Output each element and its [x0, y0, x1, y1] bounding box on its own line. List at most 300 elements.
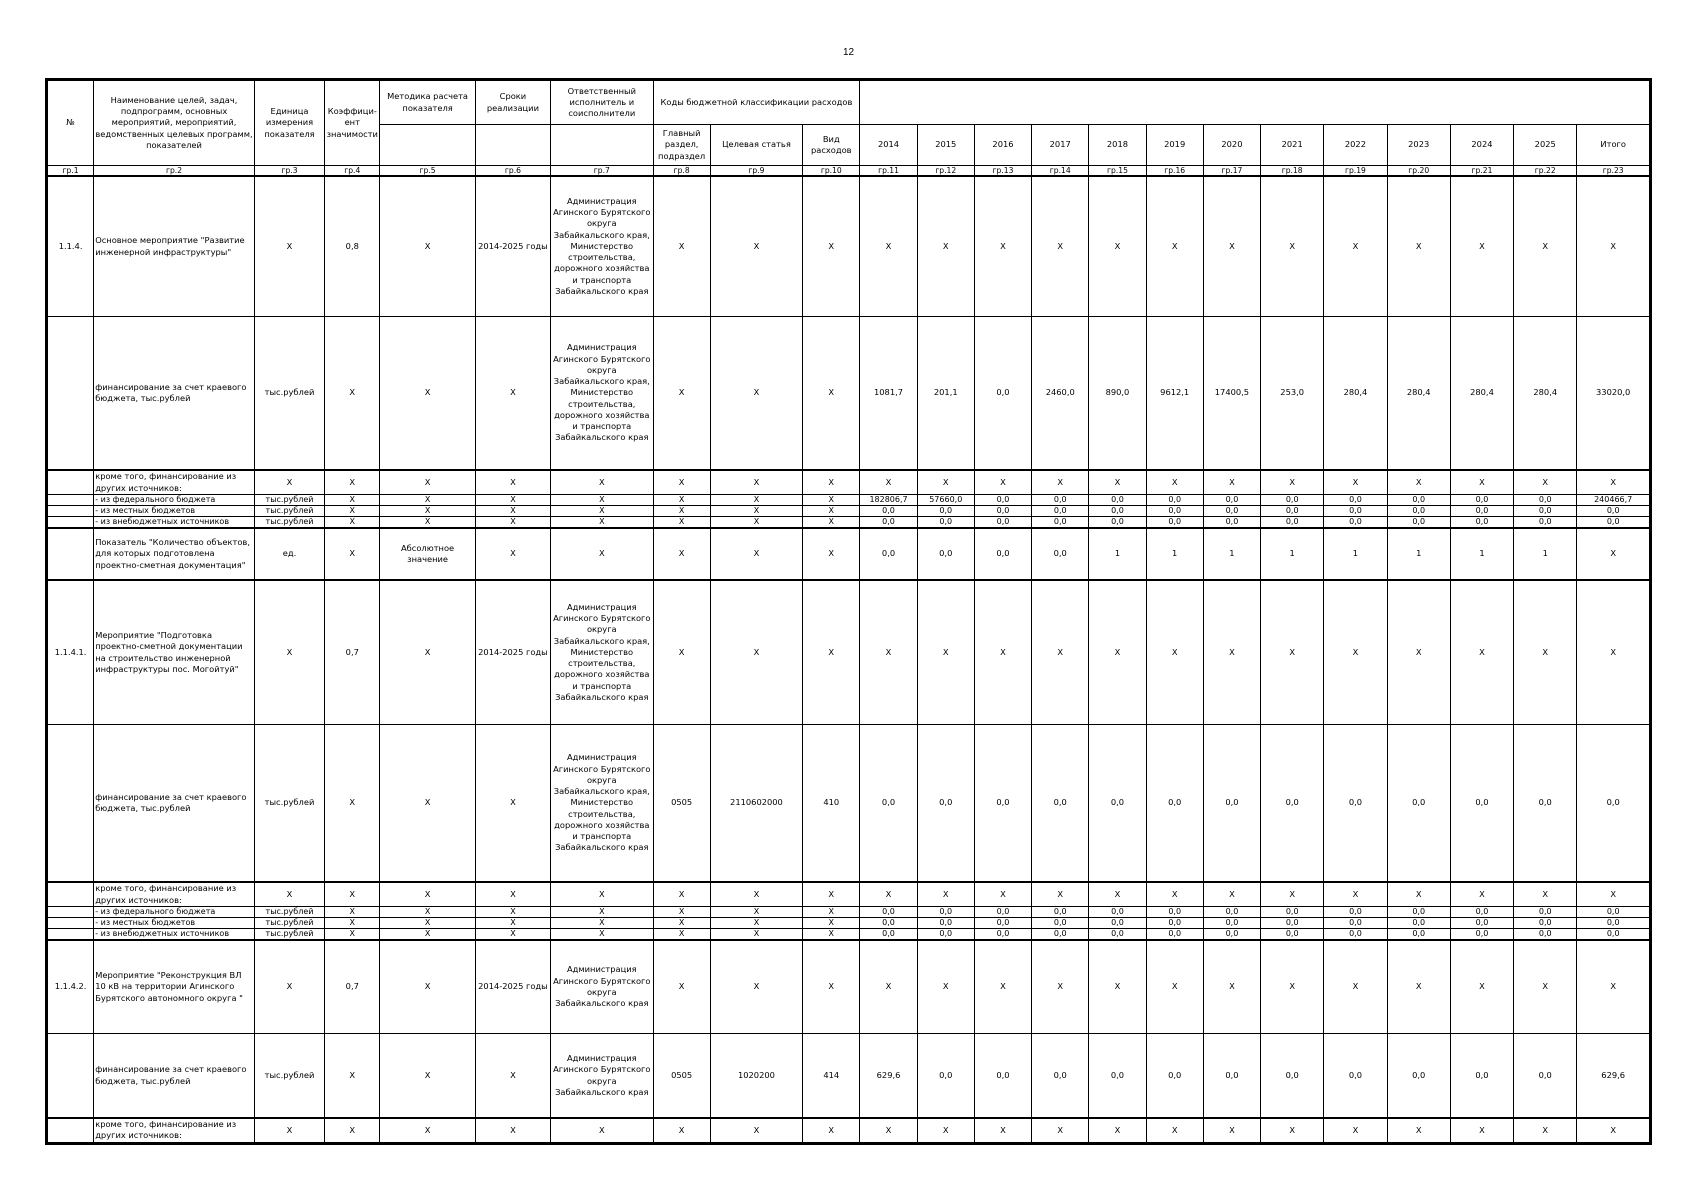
value-cell: 0,0	[1514, 725, 1577, 883]
cell: Х	[475, 470, 550, 495]
header-year: 2019	[1146, 125, 1203, 166]
cell	[48, 528, 94, 580]
cell: Х	[551, 495, 653, 506]
value-cell: 1	[1324, 528, 1387, 580]
gr-cell: гр.9	[710, 166, 802, 177]
value-cell: 0,0	[917, 907, 974, 918]
cell: Х	[710, 317, 802, 471]
cell: Х	[653, 907, 710, 918]
cell: Х	[551, 882, 653, 907]
table-row	[48, 725, 1650, 883]
value-cell: Х	[1577, 528, 1650, 580]
cell: Х	[380, 176, 475, 317]
value-cell: 0,0	[1032, 506, 1089, 517]
header-year: 2020	[1203, 125, 1260, 166]
value-cell: 0,0	[974, 506, 1031, 517]
cell: Х	[860, 940, 917, 1034]
cell: Х	[1450, 470, 1513, 495]
value-cell: 0,0	[1514, 1034, 1577, 1119]
cell: Х	[1577, 882, 1650, 907]
value-cell: 2460,0	[1032, 317, 1089, 471]
cell: Х	[803, 940, 860, 1034]
cell: Х	[1146, 1118, 1203, 1142]
cell: Х	[1450, 940, 1513, 1034]
value-cell: 182806,7	[860, 495, 917, 506]
cell: Х	[917, 580, 974, 725]
cell: Х	[1450, 1118, 1513, 1142]
value-cell: 0,0	[860, 528, 917, 580]
cell: Абсолютное значение	[380, 528, 475, 580]
value-cell: 0,0	[1032, 725, 1089, 883]
cell: Х	[1203, 1118, 1260, 1142]
cell: Х	[325, 528, 380, 580]
cell: Х	[1324, 176, 1387, 317]
value-cell: 17400,5	[1203, 317, 1260, 471]
cell: тыс.рублей	[254, 929, 324, 941]
cell	[48, 907, 94, 918]
cell: Х	[475, 506, 550, 517]
responsible-cell: Администрация Агинского Бурятского округа Забайкальского края, Министерство строительства, дорожного хозяйства и транспорта Забайкальского края	[551, 580, 653, 725]
value-cell: 0,0	[1032, 517, 1089, 529]
cell: Х	[380, 725, 475, 883]
value-cell: 0,0	[1089, 506, 1146, 517]
row-name: кроме того, финансирование из других источников:	[94, 470, 255, 495]
cell: Х	[325, 882, 380, 907]
value-cell: 0,0	[1032, 918, 1089, 929]
value-cell: 0,0	[974, 517, 1031, 529]
cell: Х	[475, 907, 550, 918]
cell: Х	[1089, 580, 1146, 725]
cell: Х	[803, 580, 860, 725]
value-cell: 0,0	[1146, 918, 1203, 929]
cell: Х	[1577, 940, 1650, 1034]
value-cell: 1	[1089, 528, 1146, 580]
cell: Х	[710, 918, 802, 929]
cell: Х	[325, 517, 380, 529]
value-cell: 0,0	[1450, 495, 1513, 506]
cell: 414	[803, 1034, 860, 1119]
value-cell: 0,0	[1577, 918, 1650, 929]
cell: Х	[325, 929, 380, 941]
cell: Х	[254, 580, 324, 725]
header-codes: Коды бюджетной классификации расходов	[653, 81, 860, 125]
value-cell: 0,0	[1089, 725, 1146, 883]
header-year: 2014	[860, 125, 917, 166]
row-number: 1.1.4.	[48, 176, 94, 317]
cell: Х	[803, 1118, 860, 1142]
cell: Х	[710, 506, 802, 517]
cell: Х	[380, 495, 475, 506]
cell	[48, 495, 94, 506]
cell: Х	[710, 929, 802, 941]
cell: ед.	[254, 528, 324, 580]
cell: Х	[1089, 470, 1146, 495]
value-cell: 0,0	[974, 918, 1031, 929]
row-name: финансирование за счет краевого бюджета, тыс.рублей	[94, 317, 255, 471]
cell: Х	[1032, 940, 1089, 1034]
cell: Х	[475, 528, 550, 580]
value-cell: 0,0	[1324, 929, 1387, 941]
cell	[48, 725, 94, 883]
cell: Х	[325, 470, 380, 495]
cell: Х	[325, 1118, 380, 1142]
cell: Х	[653, 1118, 710, 1142]
cell	[48, 506, 94, 517]
cell	[48, 918, 94, 929]
cell: Х	[1203, 176, 1260, 317]
cell: Х	[803, 495, 860, 506]
row-name: Мероприятие "Подготовка проектно-сметной документации на строительство инженерной инфраструктуры пос. Могойтуй"	[94, 580, 255, 725]
value-cell: 0,0	[1387, 929, 1450, 941]
cell: Х	[803, 506, 860, 517]
cell: Х	[475, 1034, 550, 1119]
value-cell: 0,0	[1203, 506, 1260, 517]
cell: Х	[974, 882, 1031, 907]
cell: 1020200	[710, 1034, 802, 1119]
cell: Х	[1203, 882, 1260, 907]
cell: Х	[380, 1034, 475, 1119]
cell: Х	[860, 1118, 917, 1142]
cell: Х	[1514, 882, 1577, 907]
cell: Х	[1577, 580, 1650, 725]
gr-cell: гр.16	[1146, 166, 1203, 177]
value-cell: 0,0	[917, 517, 974, 529]
cell: Х	[653, 495, 710, 506]
value-cell: 0,0	[1450, 1034, 1513, 1119]
cell: Х	[917, 1118, 974, 1142]
value-cell: 0,0	[1514, 918, 1577, 929]
cell	[48, 317, 94, 471]
value-cell: 0,0	[1261, 1034, 1324, 1119]
cell: Х	[974, 580, 1031, 725]
header-year: 2017	[1032, 125, 1089, 166]
value-cell: 0,0	[1146, 725, 1203, 883]
value-cell: 0,0	[1387, 918, 1450, 929]
table-row	[48, 907, 1650, 918]
cell: тыс.рублей	[254, 517, 324, 529]
cell: Х	[551, 1118, 653, 1142]
value-cell: 0,0	[1450, 725, 1513, 883]
responsible-cell: Администрация Агинского Бурятского округа Забайкальского края, Министерство строительства, дорожного хозяйства и транспорта Забайкальского края	[551, 317, 653, 471]
value-cell: 0,0	[1203, 725, 1260, 883]
cell	[48, 929, 94, 941]
header-year: 2016	[974, 125, 1031, 166]
cell: Х	[653, 528, 710, 580]
cell: Х	[325, 506, 380, 517]
header-year: 2022	[1324, 125, 1387, 166]
cell: 410	[803, 725, 860, 883]
cell: Х	[917, 940, 974, 1034]
value-cell: 0,0	[1203, 1034, 1260, 1119]
value-cell: 0,0	[1450, 506, 1513, 517]
header-code-target: Целевая статья	[710, 125, 802, 166]
value-cell: 201,1	[917, 317, 974, 471]
value-cell: 0,0	[974, 929, 1031, 941]
value-cell: 0,0	[1450, 907, 1513, 918]
cell: Х	[710, 580, 802, 725]
cell: 0505	[653, 725, 710, 883]
table-row	[48, 317, 1650, 471]
cell: 0505	[653, 1034, 710, 1119]
header-method: Методика расчета показателя	[380, 81, 475, 125]
cell: Х	[1203, 470, 1260, 495]
column-number-row	[48, 166, 1650, 177]
cell: Х	[974, 940, 1031, 1034]
gr-cell: гр.17	[1203, 166, 1260, 177]
cell: Х	[380, 882, 475, 907]
cell: Х	[1387, 580, 1450, 725]
cell: Х	[380, 580, 475, 725]
value-cell: 0,0	[1261, 929, 1324, 941]
value-cell: 0,0	[1387, 725, 1450, 883]
row-name: кроме того, финансирование из других источников:	[94, 882, 255, 907]
value-cell: 0,0	[860, 506, 917, 517]
cell: Х	[917, 176, 974, 317]
row-number: 1.1.4.1.	[48, 580, 94, 725]
gr-cell: гр.5	[380, 166, 475, 177]
value-cell: 280,4	[1514, 317, 1577, 471]
cell: тыс.рублей	[254, 506, 324, 517]
cell: Х	[325, 495, 380, 506]
value-cell: 0,0	[1450, 929, 1513, 941]
cell: Х	[1324, 940, 1387, 1034]
cell: Х	[710, 470, 802, 495]
table-row	[48, 495, 1650, 506]
row-name: - из местных бюджетов	[94, 506, 255, 517]
value-cell: 0,0	[1577, 929, 1650, 941]
value-cell: 0,0	[974, 495, 1031, 506]
row-name: Мероприятие "Реконструкция ВЛ 10 кВ на территории Агинского Бурятского автономного округа "	[94, 940, 255, 1034]
cell: Х	[380, 940, 475, 1034]
cell: Х	[551, 929, 653, 941]
value-cell: 0,0	[974, 1034, 1031, 1119]
cell: Х	[380, 470, 475, 495]
cell: Х	[1577, 470, 1650, 495]
value-cell: 0,0	[1387, 506, 1450, 517]
gr-cell: гр.4	[325, 166, 380, 177]
header-year: 2021	[1261, 125, 1324, 166]
cell: Х	[860, 580, 917, 725]
gr-cell: гр.15	[1089, 166, 1146, 177]
gr-cell: гр.8	[653, 166, 710, 177]
cell: Х	[860, 176, 917, 317]
header-unit: Единица измерения показателя	[254, 81, 324, 166]
cell: Х	[1514, 176, 1577, 317]
cell: Х	[380, 918, 475, 929]
cell: Х	[551, 528, 653, 580]
gr-cell: гр.13	[974, 166, 1031, 177]
cell: Х	[1089, 176, 1146, 317]
cell: Х	[380, 517, 475, 529]
header-row	[48, 81, 1650, 125]
cell: Х	[974, 1118, 1031, 1142]
cell: Х	[475, 517, 550, 529]
value-cell: 0,0	[1203, 918, 1260, 929]
cell: тыс.рублей	[254, 725, 324, 883]
value-cell: 240466,7	[1577, 495, 1650, 506]
cell: Х	[710, 528, 802, 580]
row-name: - из федерального бюджета	[94, 907, 255, 918]
responsible-cell: Администрация Агинского Бурятского округа Забайкальского края	[551, 940, 653, 1034]
value-cell: 0,0	[1450, 517, 1513, 529]
cell: Х	[475, 317, 550, 471]
cell: Х	[551, 918, 653, 929]
cell: Х	[710, 907, 802, 918]
cell: 2014-2025 годы	[475, 580, 550, 725]
cell: Х	[380, 929, 475, 941]
gr-cell: гр.21	[1450, 166, 1513, 177]
value-cell: 0,0	[1387, 907, 1450, 918]
value-cell: 0,0	[917, 1034, 974, 1119]
cell: Х	[653, 918, 710, 929]
cell: Х	[803, 470, 860, 495]
value-cell: 0,0	[1324, 517, 1387, 529]
value-cell: 0,0	[1032, 495, 1089, 506]
row-name: - из внебюджетных источников	[94, 929, 255, 941]
value-cell: 0,0	[1032, 929, 1089, 941]
cell	[48, 882, 94, 907]
cell: Х	[653, 506, 710, 517]
cell: тыс.рублей	[254, 317, 324, 471]
header-total: Итого	[1577, 125, 1650, 166]
table-row	[48, 517, 1650, 529]
value-cell: 0,0	[1387, 1034, 1450, 1119]
cell: Х	[254, 940, 324, 1034]
cell: Х	[1387, 882, 1450, 907]
cell: Х	[1324, 470, 1387, 495]
cell: Х	[1577, 176, 1650, 317]
table-row	[48, 528, 1650, 580]
cell: Х	[710, 882, 802, 907]
value-cell: 0,0	[1089, 517, 1146, 529]
value-cell: 0,0	[1089, 929, 1146, 941]
row-name: - из федерального бюджета	[94, 495, 255, 506]
gr-cell: гр.19	[1324, 166, 1387, 177]
cell: Х	[380, 317, 475, 471]
cell: Х	[1146, 882, 1203, 907]
cell: Х	[1089, 940, 1146, 1034]
header-year: 2025	[1514, 125, 1577, 166]
value-cell: 0,0	[1089, 918, 1146, 929]
value-cell: 0,0	[1203, 517, 1260, 529]
value-cell: 0,0	[1387, 517, 1450, 529]
row-name: финансирование за счет краевого бюджета, тыс.рублей	[94, 725, 255, 883]
value-cell: 0,0	[1387, 495, 1450, 506]
gr-cell: гр.6	[475, 166, 550, 177]
row-name: кроме того, финансирование из других источников:	[94, 1118, 255, 1142]
cell: Х	[860, 470, 917, 495]
cell: Х	[475, 918, 550, 929]
value-cell: 0,0	[1146, 517, 1203, 529]
value-cell: 0,0	[1089, 495, 1146, 506]
cell: Х	[1089, 882, 1146, 907]
cell: Х	[254, 176, 324, 317]
cell: 2110602000	[710, 725, 802, 883]
value-cell: 1	[1450, 528, 1513, 580]
table-row	[48, 580, 1650, 725]
cell: Х	[1146, 176, 1203, 317]
table-row	[48, 918, 1650, 929]
cell: Х	[475, 495, 550, 506]
value-cell: 280,4	[1387, 317, 1450, 471]
row-name: Показатель "Количество объектов, для которых подготовлена проектно-сметная документация"	[94, 528, 255, 580]
cell: Х	[1032, 580, 1089, 725]
cell: Х	[803, 907, 860, 918]
value-cell: 0,0	[1324, 506, 1387, 517]
cell: Х	[1450, 580, 1513, 725]
gr-cell: гр.3	[254, 166, 324, 177]
cell: Х	[803, 882, 860, 907]
value-cell: 0,0	[860, 517, 917, 529]
value-cell: 280,4	[1324, 317, 1387, 471]
value-cell: 0,0	[1261, 907, 1324, 918]
budget-table	[47, 80, 1650, 1143]
responsible-cell: Администрация Агинского Бурятского округа Забайкальского края, Министерство строительства, дорожного хозяйства и транспорта Забайкальского края	[551, 176, 653, 317]
gr-cell: гр.22	[1514, 166, 1577, 177]
gr-cell: гр.7	[551, 166, 653, 177]
value-cell: 629,6	[860, 1034, 917, 1119]
table-row	[48, 470, 1650, 495]
cell: Х	[1450, 176, 1513, 317]
value-cell: 0,0	[860, 929, 917, 941]
header-coef: Коэффици-ент значимости	[325, 81, 380, 166]
cell: Х	[1146, 470, 1203, 495]
value-cell: 1	[1387, 528, 1450, 580]
cell: Х	[380, 506, 475, 517]
cell: Х	[1146, 940, 1203, 1034]
value-cell: 0,0	[917, 918, 974, 929]
header-code-kind: Вид расходов	[803, 125, 860, 166]
cell: Х	[254, 882, 324, 907]
cell: Х	[325, 725, 380, 883]
cell: тыс.рублей	[254, 907, 324, 918]
cell: Х	[1032, 176, 1089, 317]
cell: Х	[475, 1118, 550, 1142]
value-cell: 1	[1146, 528, 1203, 580]
table-row	[48, 940, 1650, 1034]
value-cell: 0,0	[1577, 517, 1650, 529]
value-cell: 0,0	[1450, 918, 1513, 929]
value-cell: 0,0	[1261, 517, 1324, 529]
header-years-blank	[860, 81, 1650, 125]
value-cell: 0,0	[1324, 907, 1387, 918]
cell: Х	[1387, 470, 1450, 495]
cell: Х	[1324, 580, 1387, 725]
page-number: 12	[842, 47, 855, 58]
cell: 2014-2025 годы	[475, 940, 550, 1034]
cell: Х	[325, 918, 380, 929]
cell: Х	[1514, 470, 1577, 495]
value-cell: 0,0	[1261, 725, 1324, 883]
cell: тыс.рублей	[254, 918, 324, 929]
cell: Х	[380, 1118, 475, 1142]
table-row	[48, 1034, 1650, 1119]
cell: Х	[710, 940, 802, 1034]
cell: Х	[325, 1034, 380, 1119]
value-cell: 0,0	[974, 725, 1031, 883]
value-cell: 0,0	[1146, 495, 1203, 506]
cell: Х	[653, 882, 710, 907]
value-cell: 0,0	[1146, 1034, 1203, 1119]
cell: Х	[1514, 1118, 1577, 1142]
header-terms: Сроки реализации	[475, 81, 550, 125]
value-cell: 0,0	[1577, 506, 1650, 517]
value-cell: 0,0	[917, 929, 974, 941]
cell: Х	[551, 506, 653, 517]
value-cell: 0,0	[1577, 725, 1650, 883]
value-cell: 890,0	[1089, 317, 1146, 471]
gr-cell: гр.20	[1387, 166, 1450, 177]
